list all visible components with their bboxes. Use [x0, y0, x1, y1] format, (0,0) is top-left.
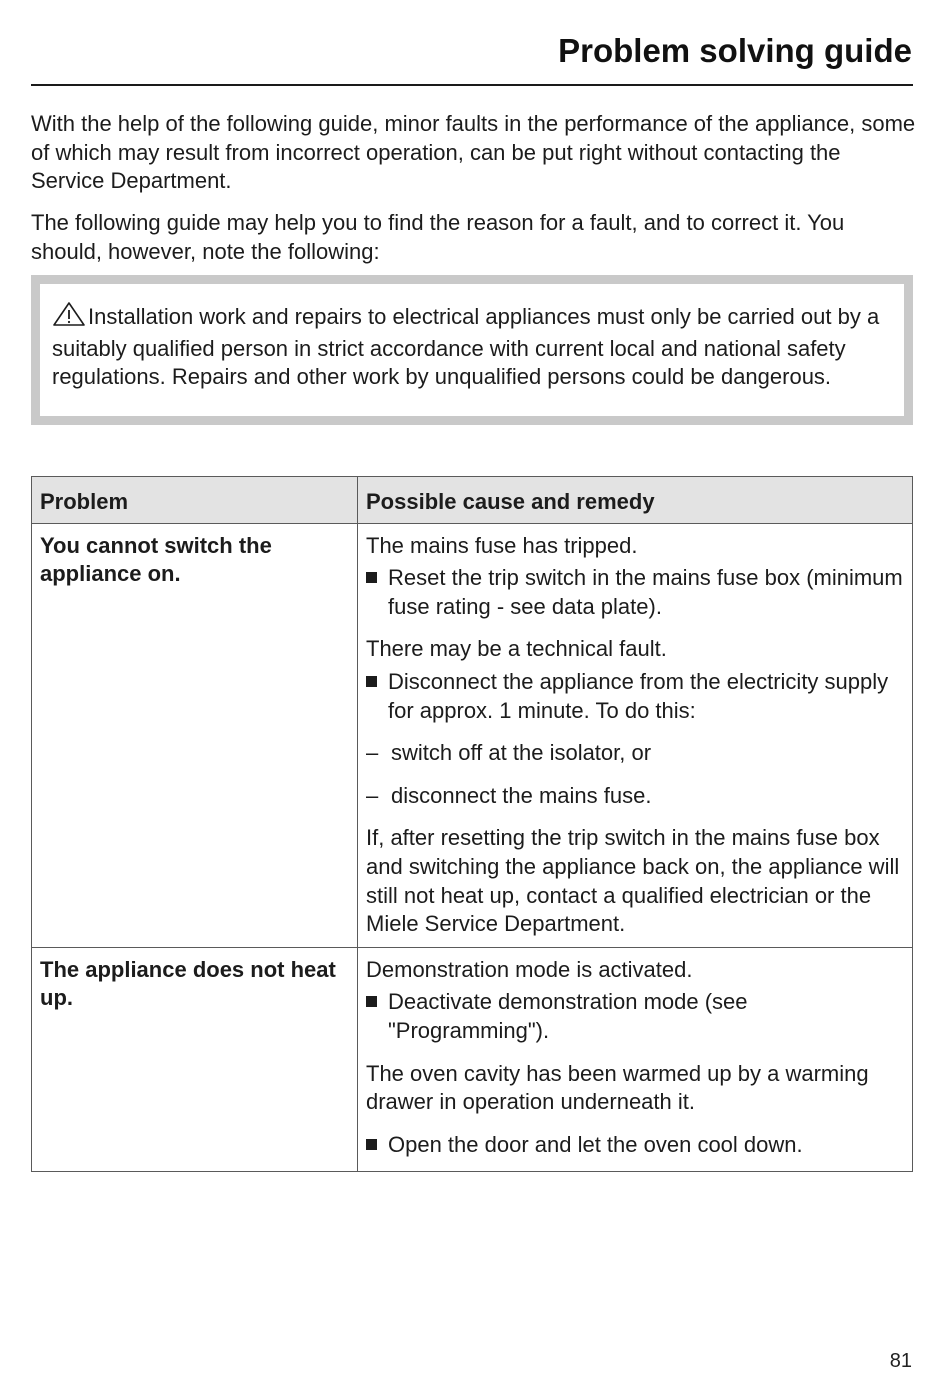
table-row [32, 523, 913, 947]
remedy-step [366, 988, 904, 1045]
remedy-cell [358, 523, 913, 947]
intro-paragraph-1: With the help of the following guide, minor faults in the performance of the appliance, some of which may result from incorrect operation, can be put right without contacting the Service Department. [31, 111, 916, 194]
bullet-square-icon [366, 1139, 377, 1150]
page-title: Problem solving guide [558, 32, 912, 69]
table-header-row [32, 477, 913, 524]
remedy-step [366, 1131, 904, 1160]
warning-triangle-icon [52, 301, 86, 335]
cause-text: The mains fuse has tripped. [366, 532, 638, 558]
remedy-step-text: Disconnect the appliance from the electricity supply for approx. 1 minute. To do this: [388, 668, 889, 723]
column-header-problem: Problem [32, 477, 358, 524]
warning-box-inner [40, 284, 904, 416]
dash-item [366, 782, 904, 811]
bullet-square-icon [366, 572, 377, 583]
bullet-square-icon [366, 996, 377, 1007]
remedy-step-text: Deactivate demonstration mode (see "Programming"). [388, 989, 748, 1043]
dash-icon: – [366, 782, 379, 808]
bullet-square-icon [366, 676, 377, 687]
title-divider [31, 84, 913, 86]
remedy-step-text: Open the door and let the oven cool down. [388, 1131, 803, 1157]
cause-text: Demonstration mode is activated. [366, 956, 693, 982]
problem-table [31, 476, 913, 1172]
cause-text: The oven cavity has been warmed up by a warming drawer in operation underneath it. [366, 1060, 869, 1115]
remedy-step-text: Reset the trip switch in the mains fuse box (minimum fuse rating - see data plate). [388, 565, 903, 619]
intro-paragraph-2: The following guide may help you to find the reason for a fault, and to correct it. You should, however, note the following: [31, 210, 845, 264]
problem-cell: You cannot switch the appliance on. [32, 523, 358, 947]
remedy-cell [358, 947, 913, 1172]
warning-text: Installation work and repairs to electrical appliances must only be carried out by a suitably qualified person in strict accordance with current local and national safety regulations. Repairs and other work by unqualified persons could be dangerous. [52, 304, 880, 390]
dash-item-text: switch off at the isolator, or [391, 740, 652, 766]
dash-icon: – [366, 740, 379, 766]
dash-item [366, 739, 904, 768]
table-row [32, 947, 913, 1172]
note-text: If, after resetting the trip switch in the mains fuse box and switching the appliance back on, the appliance will still not heat up, contact a qualified electrician or the Miele Service Department. [366, 825, 900, 937]
dash-item-text: disconnect the mains fuse. [391, 782, 652, 808]
page-number: 81 [889, 1350, 912, 1372]
problem-cell: The appliance does not heat up. [32, 947, 358, 1172]
cause-text: There may be a technical fault. [366, 636, 667, 662]
remedy-step [366, 564, 904, 621]
column-header-remedy: Possible cause and remedy [358, 477, 913, 524]
remedy-step [366, 668, 904, 725]
warning-box [31, 275, 913, 425]
